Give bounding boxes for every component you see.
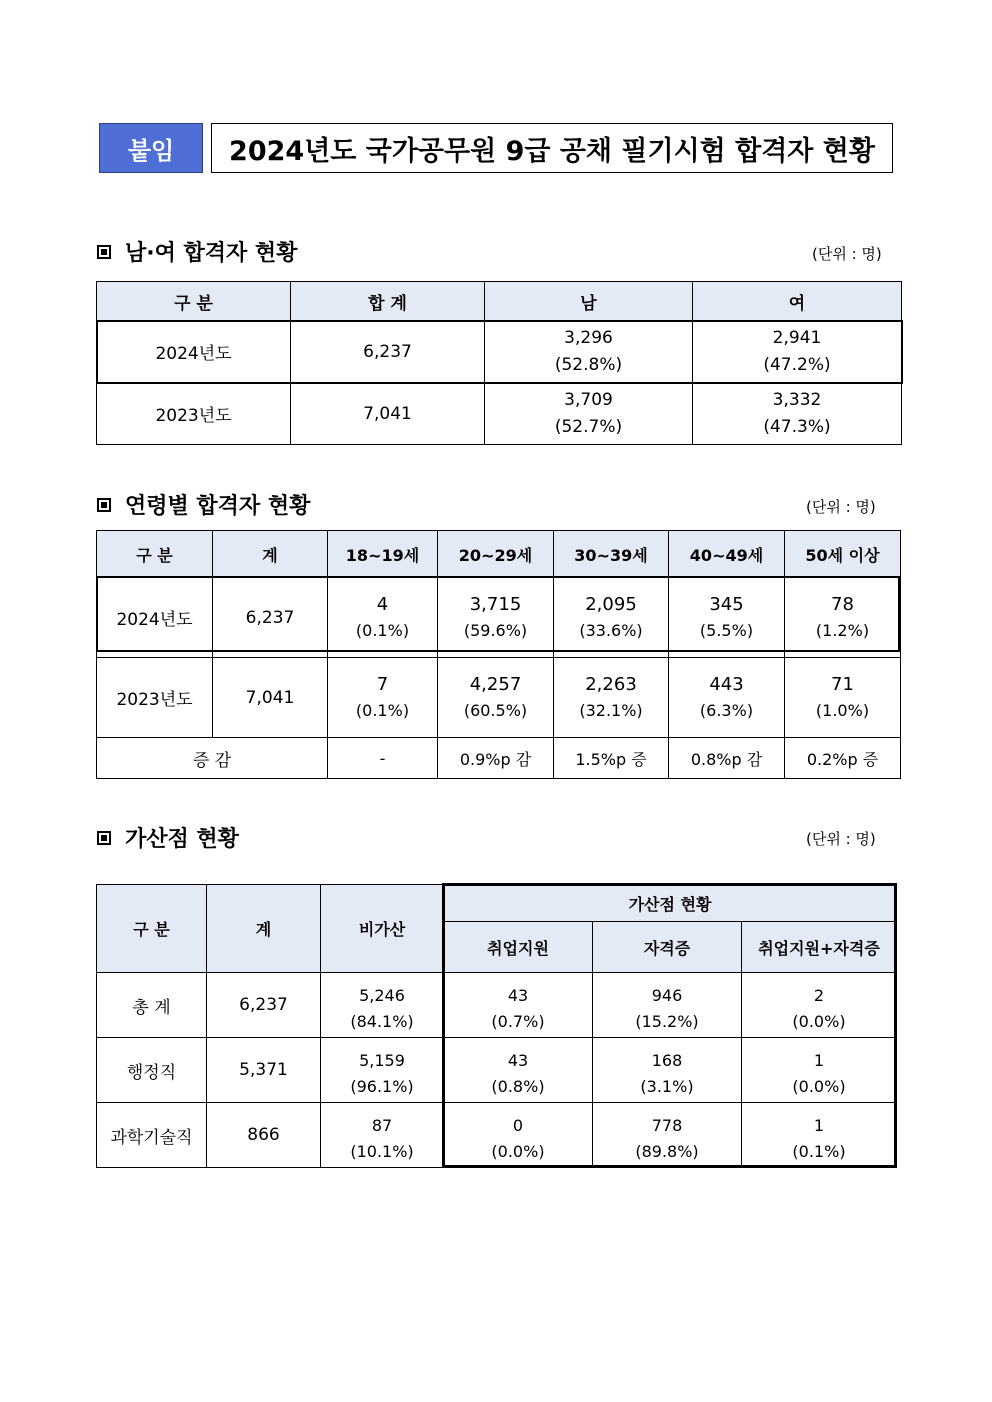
percent-cell: (5.5%) bbox=[669, 617, 785, 658]
column-header: 구 분 bbox=[97, 885, 207, 973]
value-cell: 5,246 bbox=[321, 973, 444, 1006]
column-header: 구 분 bbox=[97, 282, 291, 321]
change-cell: 0.2%p 증 bbox=[785, 738, 901, 779]
value-cell: 2 bbox=[742, 973, 897, 1006]
value-cell: 345 bbox=[669, 578, 785, 618]
table-header-row bbox=[97, 282, 902, 321]
change-cell: - bbox=[328, 738, 438, 779]
total-cell: 6,237 bbox=[213, 578, 328, 658]
total-cell: 5,371 bbox=[207, 1038, 321, 1103]
value-cell: 4,257 bbox=[438, 658, 554, 698]
section-title: 가산점 현황 bbox=[125, 827, 239, 852]
percent-cell: (0.0%) bbox=[444, 1135, 593, 1168]
section-title: 남·여 합격자 현황 bbox=[125, 241, 298, 266]
row-label: 총 계 bbox=[97, 973, 207, 1038]
total-cell: 6,237 bbox=[291, 321, 485, 383]
gender-table bbox=[96, 281, 902, 445]
column-header: 50세 이상 bbox=[785, 531, 901, 578]
column-header: 계 bbox=[207, 885, 321, 973]
value-cell: 778 bbox=[593, 1103, 742, 1136]
total-cell: 866 bbox=[207, 1103, 321, 1168]
row-label: 과학기술직 bbox=[97, 1103, 207, 1168]
row-label: 2023년도 bbox=[97, 658, 213, 738]
percent-cell: (32.1%) bbox=[554, 697, 669, 738]
percent-cell: (3.1%) bbox=[593, 1070, 742, 1103]
change-cell: 1.5%p 증 bbox=[554, 738, 669, 779]
column-header: 30~39세 bbox=[554, 531, 669, 578]
column-header: 40~49세 bbox=[669, 531, 785, 578]
total-cell: 7,041 bbox=[291, 383, 485, 445]
total-cell: 6,237 bbox=[207, 973, 321, 1038]
percent-cell: (0.1%) bbox=[328, 617, 438, 658]
column-group-header: 가산점 현황 bbox=[444, 885, 897, 922]
value-cell: 0 bbox=[444, 1103, 593, 1136]
column-header: 자격증 bbox=[593, 922, 742, 973]
percent-cell: (10.1%) bbox=[321, 1135, 444, 1168]
percent-cell: (96.1%) bbox=[321, 1070, 444, 1103]
change-cell: 0.9%p 감 bbox=[438, 738, 554, 779]
row-label: 2024년도 bbox=[97, 578, 213, 658]
value-cell: 4 bbox=[328, 578, 438, 618]
section-heading-gender bbox=[97, 236, 297, 267]
value-cell: 1 bbox=[742, 1038, 897, 1071]
column-header: 구 분 bbox=[97, 531, 213, 578]
column-header: 취업지원 bbox=[444, 922, 593, 973]
value-cell: 7 bbox=[328, 658, 438, 698]
percent-cell: (0.1%) bbox=[328, 697, 438, 738]
value-cell: 168 bbox=[593, 1038, 742, 1071]
square-bullet-icon bbox=[97, 498, 111, 512]
value-cell: 946 bbox=[593, 973, 742, 1006]
unit-label: (단위 : 명) bbox=[806, 830, 876, 848]
table-row bbox=[97, 973, 897, 1006]
unit-label: (단위 : 명) bbox=[806, 498, 876, 516]
column-header: 합 계 bbox=[291, 282, 485, 321]
female-cell: 3,332 (47.3%) bbox=[693, 383, 902, 445]
row-label: 증 감 bbox=[97, 738, 328, 779]
value-cell: 2,263 bbox=[554, 658, 669, 698]
table-row bbox=[97, 321, 902, 383]
percent-cell: (60.5%) bbox=[438, 697, 554, 738]
column-header: 18~19세 bbox=[328, 531, 438, 578]
total-cell: 7,041 bbox=[213, 658, 328, 738]
table-header-row bbox=[97, 885, 897, 922]
percent-cell: (59.6%) bbox=[438, 617, 554, 658]
square-bullet-icon bbox=[97, 245, 111, 259]
column-header: 남 bbox=[485, 282, 693, 321]
percent-cell: (0.1%) bbox=[742, 1135, 897, 1168]
section-heading-age bbox=[97, 489, 310, 520]
attachment-tag: 붙임 bbox=[99, 123, 203, 173]
value-cell: 443 bbox=[669, 658, 785, 698]
column-header: 계 bbox=[213, 531, 328, 578]
row-label: 2023년도 bbox=[97, 383, 291, 445]
percent-cell: (89.8%) bbox=[593, 1135, 742, 1168]
female-cell: 2,941 (47.2%) bbox=[693, 321, 902, 383]
value-cell: 5,159 bbox=[321, 1038, 444, 1071]
page-title: 2024년도 국가공무원 9급 공채 필기시험 합격자 현황 bbox=[211, 123, 893, 173]
column-header: 취업지원+자격증 bbox=[742, 922, 897, 973]
value-cell: 78 bbox=[785, 578, 901, 618]
bonus-table bbox=[96, 884, 897, 1168]
column-header: 20~29세 bbox=[438, 531, 554, 578]
row-label: 행정직 bbox=[97, 1038, 207, 1103]
change-cell: 0.8%p 감 bbox=[669, 738, 785, 779]
value-cell: 71 bbox=[785, 658, 901, 698]
percent-cell: (6.3%) bbox=[669, 697, 785, 738]
value-cell: 1 bbox=[742, 1103, 897, 1136]
column-header: 비가산 bbox=[321, 885, 444, 973]
age-table bbox=[96, 530, 901, 779]
percent-cell: (15.2%) bbox=[593, 1005, 742, 1038]
percent-cell: (0.0%) bbox=[742, 1005, 897, 1038]
row-label: 2024년도 bbox=[97, 321, 291, 383]
percent-cell: (0.0%) bbox=[742, 1070, 897, 1103]
male-cell: 3,709 (52.7%) bbox=[485, 383, 693, 445]
column-header: 여 bbox=[693, 282, 902, 321]
unit-label: (단위 : 명) bbox=[812, 245, 882, 263]
percent-cell: (1.0%) bbox=[785, 697, 901, 738]
table-row bbox=[97, 658, 901, 698]
percent-cell: (84.1%) bbox=[321, 1005, 444, 1038]
value-cell: 2,095 bbox=[554, 578, 669, 618]
square-bullet-icon bbox=[97, 831, 111, 845]
table-row bbox=[97, 1038, 897, 1071]
male-cell: 3,296 (52.8%) bbox=[485, 321, 693, 383]
section-title: 연령별 합격자 현황 bbox=[125, 494, 311, 519]
table-row bbox=[97, 383, 902, 445]
section-heading-bonus bbox=[97, 822, 239, 853]
value-cell: 87 bbox=[321, 1103, 444, 1136]
percent-cell: (1.2%) bbox=[785, 617, 901, 658]
table-row bbox=[97, 1103, 897, 1136]
value-cell: 43 bbox=[444, 1038, 593, 1071]
value-cell: 3,715 bbox=[438, 578, 554, 618]
table-header-row bbox=[97, 531, 901, 578]
percent-cell: (0.8%) bbox=[444, 1070, 593, 1103]
table-row bbox=[97, 578, 901, 618]
value-cell: 43 bbox=[444, 973, 593, 1006]
change-row bbox=[97, 738, 901, 779]
percent-cell: (0.7%) bbox=[444, 1005, 593, 1038]
percent-cell: (33.6%) bbox=[554, 617, 669, 658]
